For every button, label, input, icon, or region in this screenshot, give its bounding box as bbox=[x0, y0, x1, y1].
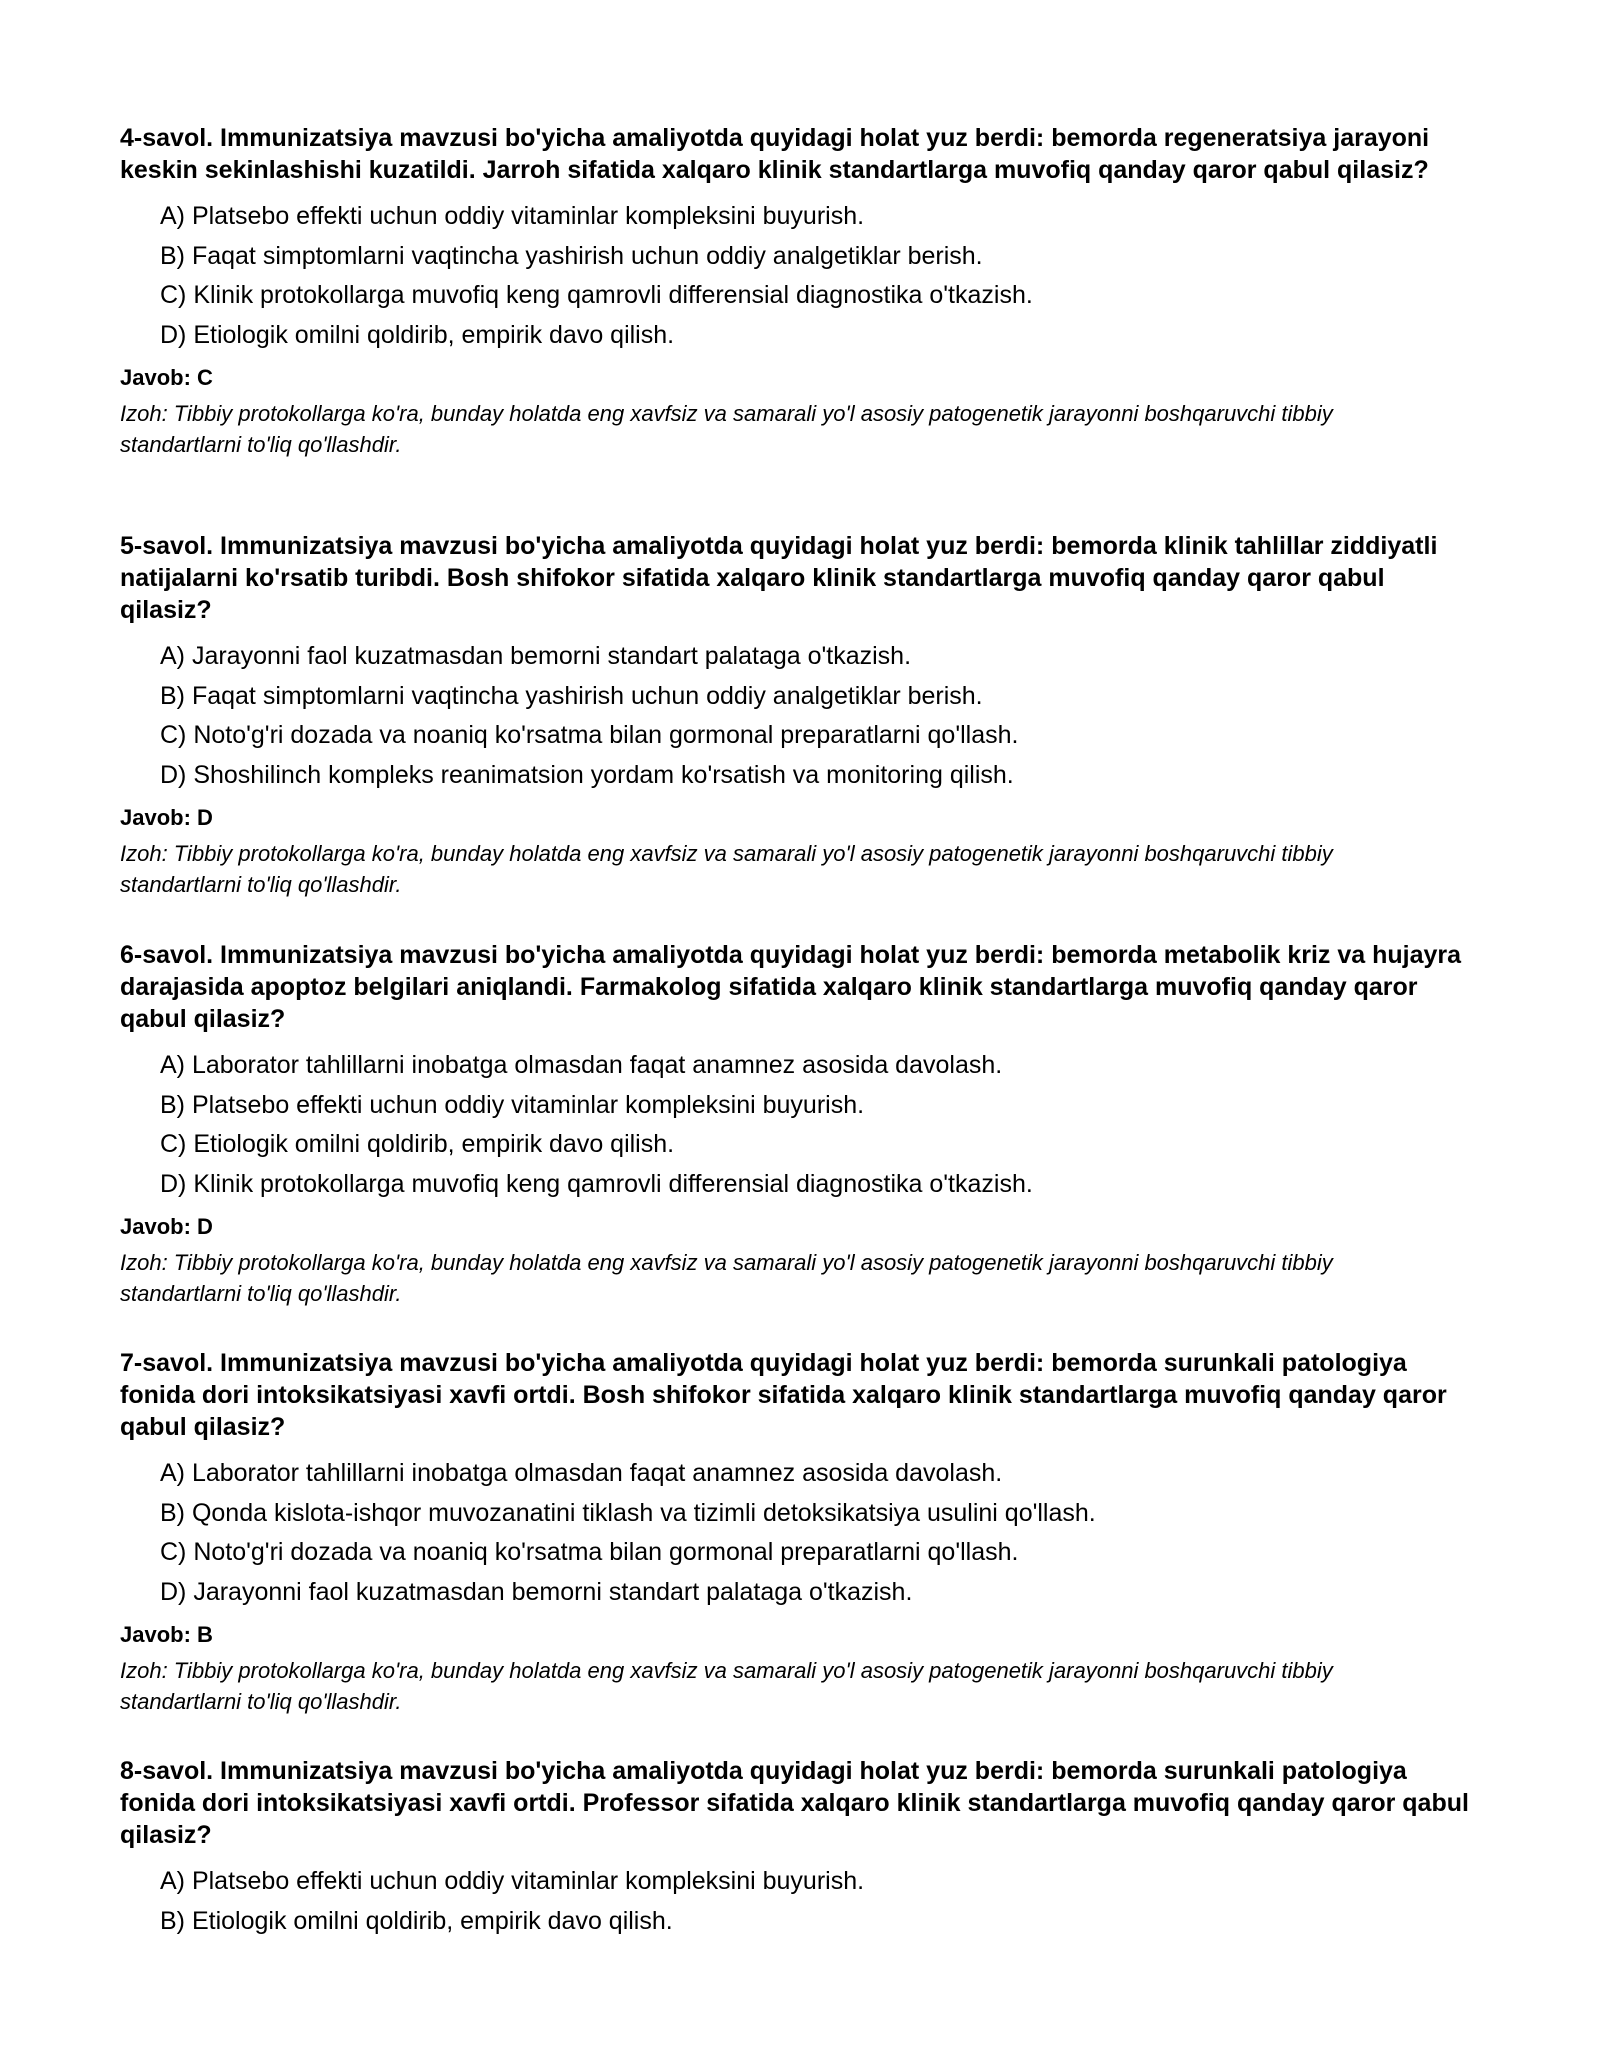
answer-label: Javob: B bbox=[120, 1622, 213, 1647]
option-b: B) Qonda kislota-ishqor muvozanatini tiklash va tizimli detoksikatsiya usulini qo'llash. bbox=[160, 1498, 1096, 1527]
question-block bbox=[120, 1347, 1480, 1717]
explanation-note: Izoh: Tibbiy protokollarga ko'ra, bunday holatda eng xavfsiz va samarali yo'l asosiy patogenetik jarayonni boshqaruvchi tibbiy standartlarni to'liq qo'llashdir. bbox=[120, 1250, 1333, 1306]
question-block bbox=[120, 530, 1480, 900]
explanation-note: Izoh: Tibbiy protokollarga ko'ra, bunday holatda eng xavfsiz va samarali yo'l asosiy patogenetik jarayonni boshqaruvchi tibbiy standartlarni to'liq qo'llashdir. bbox=[120, 1658, 1333, 1714]
question-block bbox=[120, 939, 1480, 1309]
option-d: D) Jarayonni faol kuzatmasdan bemorni standart palataga o'tkazish. bbox=[160, 1577, 913, 1606]
question-text: 6-savol. Immunizatsiya mavzusi bo'yicha amaliyotda quyidagi holat yuz berdi: bemorda metabolik kriz va hujayra darajasida apoptoz belgilari aniqlandi. Farmakolog sifatida xalqaro klinik standartlarga muvofiq qanday qaror qabul qilasiz? bbox=[120, 941, 1462, 1033]
question-block bbox=[120, 122, 1480, 460]
options-list bbox=[160, 1862, 1480, 1941]
option-a: A) Laborator tahlillarni inobatga olmasdan faqat anamnez asosida davolash. bbox=[160, 1459, 1003, 1487]
options-list bbox=[160, 197, 1480, 355]
option-d: D) Shoshilinch kompleks reanimatsion yordam ko'rsatish va monitoring qilish. bbox=[160, 760, 1014, 789]
option-c: C) Klinik protokollarga muvofiq keng qamrovli differensial diagnostika o'tkazish. bbox=[160, 281, 1033, 309]
question-block bbox=[120, 1755, 1480, 1941]
option-a: A) Platsebo effekti uchun oddiy vitaminlar kompleksini buyurish. bbox=[160, 1867, 865, 1895]
option-c: C) Noto'g'ri dozada va noaniq ko'rsatma bilan gormonal preparatlarni qo'llash. bbox=[160, 1538, 1019, 1566]
option-a: A) Jarayonni faol kuzatmasdan bemorni standart palataga o'tkazish. bbox=[160, 642, 912, 670]
explanation-note: Izoh: Tibbiy protokollarga ko'ra, bunday holatda eng xavfsiz va samarali yo'l asosiy patogenetik jarayonni boshqaruvchi tibbiy standartlarni to'liq qo'llashdir. bbox=[120, 841, 1333, 897]
answer-label: Javob: D bbox=[120, 1214, 213, 1239]
options-list bbox=[160, 637, 1480, 795]
answer-label: Javob: D bbox=[120, 805, 213, 830]
option-b: B) Etiologik omilni qoldirib, empirik davo qilish. bbox=[160, 1906, 673, 1935]
option-c: C) Noto'g'ri dozada va noaniq ko'rsatma bilan gormonal preparatlarni qo'llash. bbox=[160, 721, 1019, 749]
option-d: D) Klinik protokollarga muvofiq keng qamrovli differensial diagnostika o'tkazish. bbox=[160, 1169, 1033, 1198]
options-list bbox=[160, 1046, 1480, 1204]
option-b: B) Faqat simptomlarni vaqtincha yashirish uchun oddiy analgetiklar berish. bbox=[160, 681, 983, 710]
question-text: 5-savol. Immunizatsiya mavzusi bo'yicha amaliyotda quyidagi holat yuz berdi: bemorda klinik tahlillar ziddiyatli natijalarni ko'rsatib turibdi. Bosh shifokor sifatida xalqaro klinik standartlarga muvofiq qanday qaror qabul qilasiz? bbox=[120, 532, 1438, 624]
option-b: B) Platsebo effekti uchun oddiy vitaminlar kompleksini buyurish. bbox=[160, 1090, 865, 1119]
question-text: 8-savol. Immunizatsiya mavzusi bo'yicha amaliyotda quyidagi holat yuz berdi: bemorda surunkali patologiya fonida dori intoksikatsiyasi xavfi ortdi. Professor sifatida xalqaro klinik standartlarga muvofiq qanday qaror qabul qilasiz? bbox=[120, 1757, 1469, 1849]
options-list bbox=[160, 1454, 1480, 1612]
option-a: A) Laborator tahlillarni inobatga olmasdan faqat anamnez asosida davolash. bbox=[160, 1051, 1003, 1079]
option-a: A) Platsebo effekti uchun oddiy vitaminlar kompleksini buyurish. bbox=[160, 202, 865, 230]
option-d: D) Etiologik omilni qoldirib, empirik davo qilish. bbox=[160, 320, 675, 349]
option-b: B) Faqat simptomlarni vaqtincha yashirish uchun oddiy analgetiklar berish. bbox=[160, 241, 983, 270]
answer-label: Javob: C bbox=[120, 365, 213, 390]
explanation-note: Izoh: Tibbiy protokollarga ko'ra, bunday holatda eng xavfsiz va samarali yo'l asosiy patogenetik jarayonni boshqaruvchi tibbiy standartlarni to'liq qo'llashdir. bbox=[120, 401, 1333, 457]
question-text: 4-savol. Immunizatsiya mavzusi bo'yicha amaliyotda quyidagi holat yuz berdi: bemorda regeneratsiya jarayoni keskin sekinlashishi kuzatildi. Jarroh sifatida xalqaro klinik standartlarga muvofiq qanday qaror qabul qilasiz? bbox=[120, 124, 1430, 184]
question-text: 7-savol. Immunizatsiya mavzusi bo'yicha amaliyotda quyidagi holat yuz berdi: bemorda surunkali patologiya fonida dori intoksikatsiyasi xavfi ortdi. Bosh shifokor sifatida xalqaro klinik standartlarga muvofiq qanday qaror qabul qilasiz? bbox=[120, 1349, 1447, 1441]
option-c: C) Etiologik omilni qoldirib, empirik davo qilish. bbox=[160, 1130, 675, 1158]
